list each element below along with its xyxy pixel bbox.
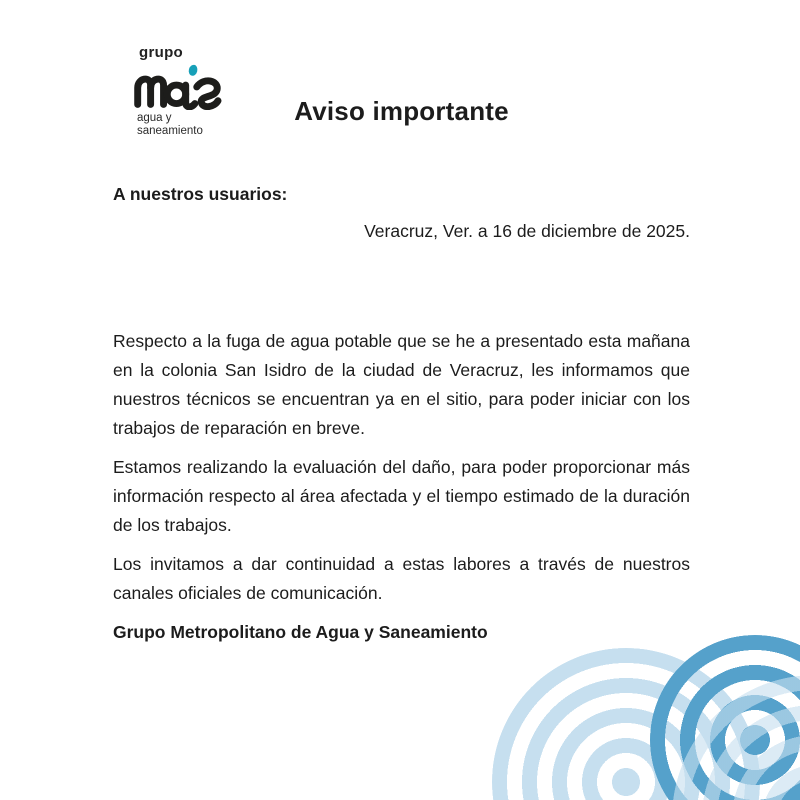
logo-tagline-line1: agua y [137, 112, 172, 124]
logo-water-drop-icon [188, 64, 199, 77]
paragraph-3: Los invitamos a dar continuidad a estas labores a través de nuestros canales oficiales de comunicación. [113, 554, 690, 603]
page-title: Aviso importante [294, 96, 509, 126]
salutation: A nuestros usuarios: [113, 184, 288, 204]
logo-tagline-line2: saneamiento [137, 125, 203, 137]
paragraph-2: Estamos realizando la evaluación del daño, para poder proporcionar más información respecto al área afectada y el tiempo estimado de la duración de los trabajos. [113, 457, 690, 535]
logo-grupo-text: grupo [139, 44, 183, 61]
paragraph-1: Respecto a la fuga de agua potable que se he a presentado esta mañana en la colonia San Isidro de la ciudad de Veracruz, les informamos que nuestros técnicos se encuentran ya en el sitio, para poder iniciar con los trabajos de reparación en breve. [113, 331, 690, 438]
ripple-rings-light-icon [492, 648, 760, 800]
ripple-rings-overlay-icon [672, 675, 800, 800]
dateline: Veracruz, Ver. a 16 de diciembre de 2025. [364, 221, 690, 241]
signature: Grupo Metropolitano de Agua y Saneamiento [113, 622, 488, 642]
notice-body [113, 327, 690, 657]
ripple-rings-medium-icon [650, 635, 800, 800]
